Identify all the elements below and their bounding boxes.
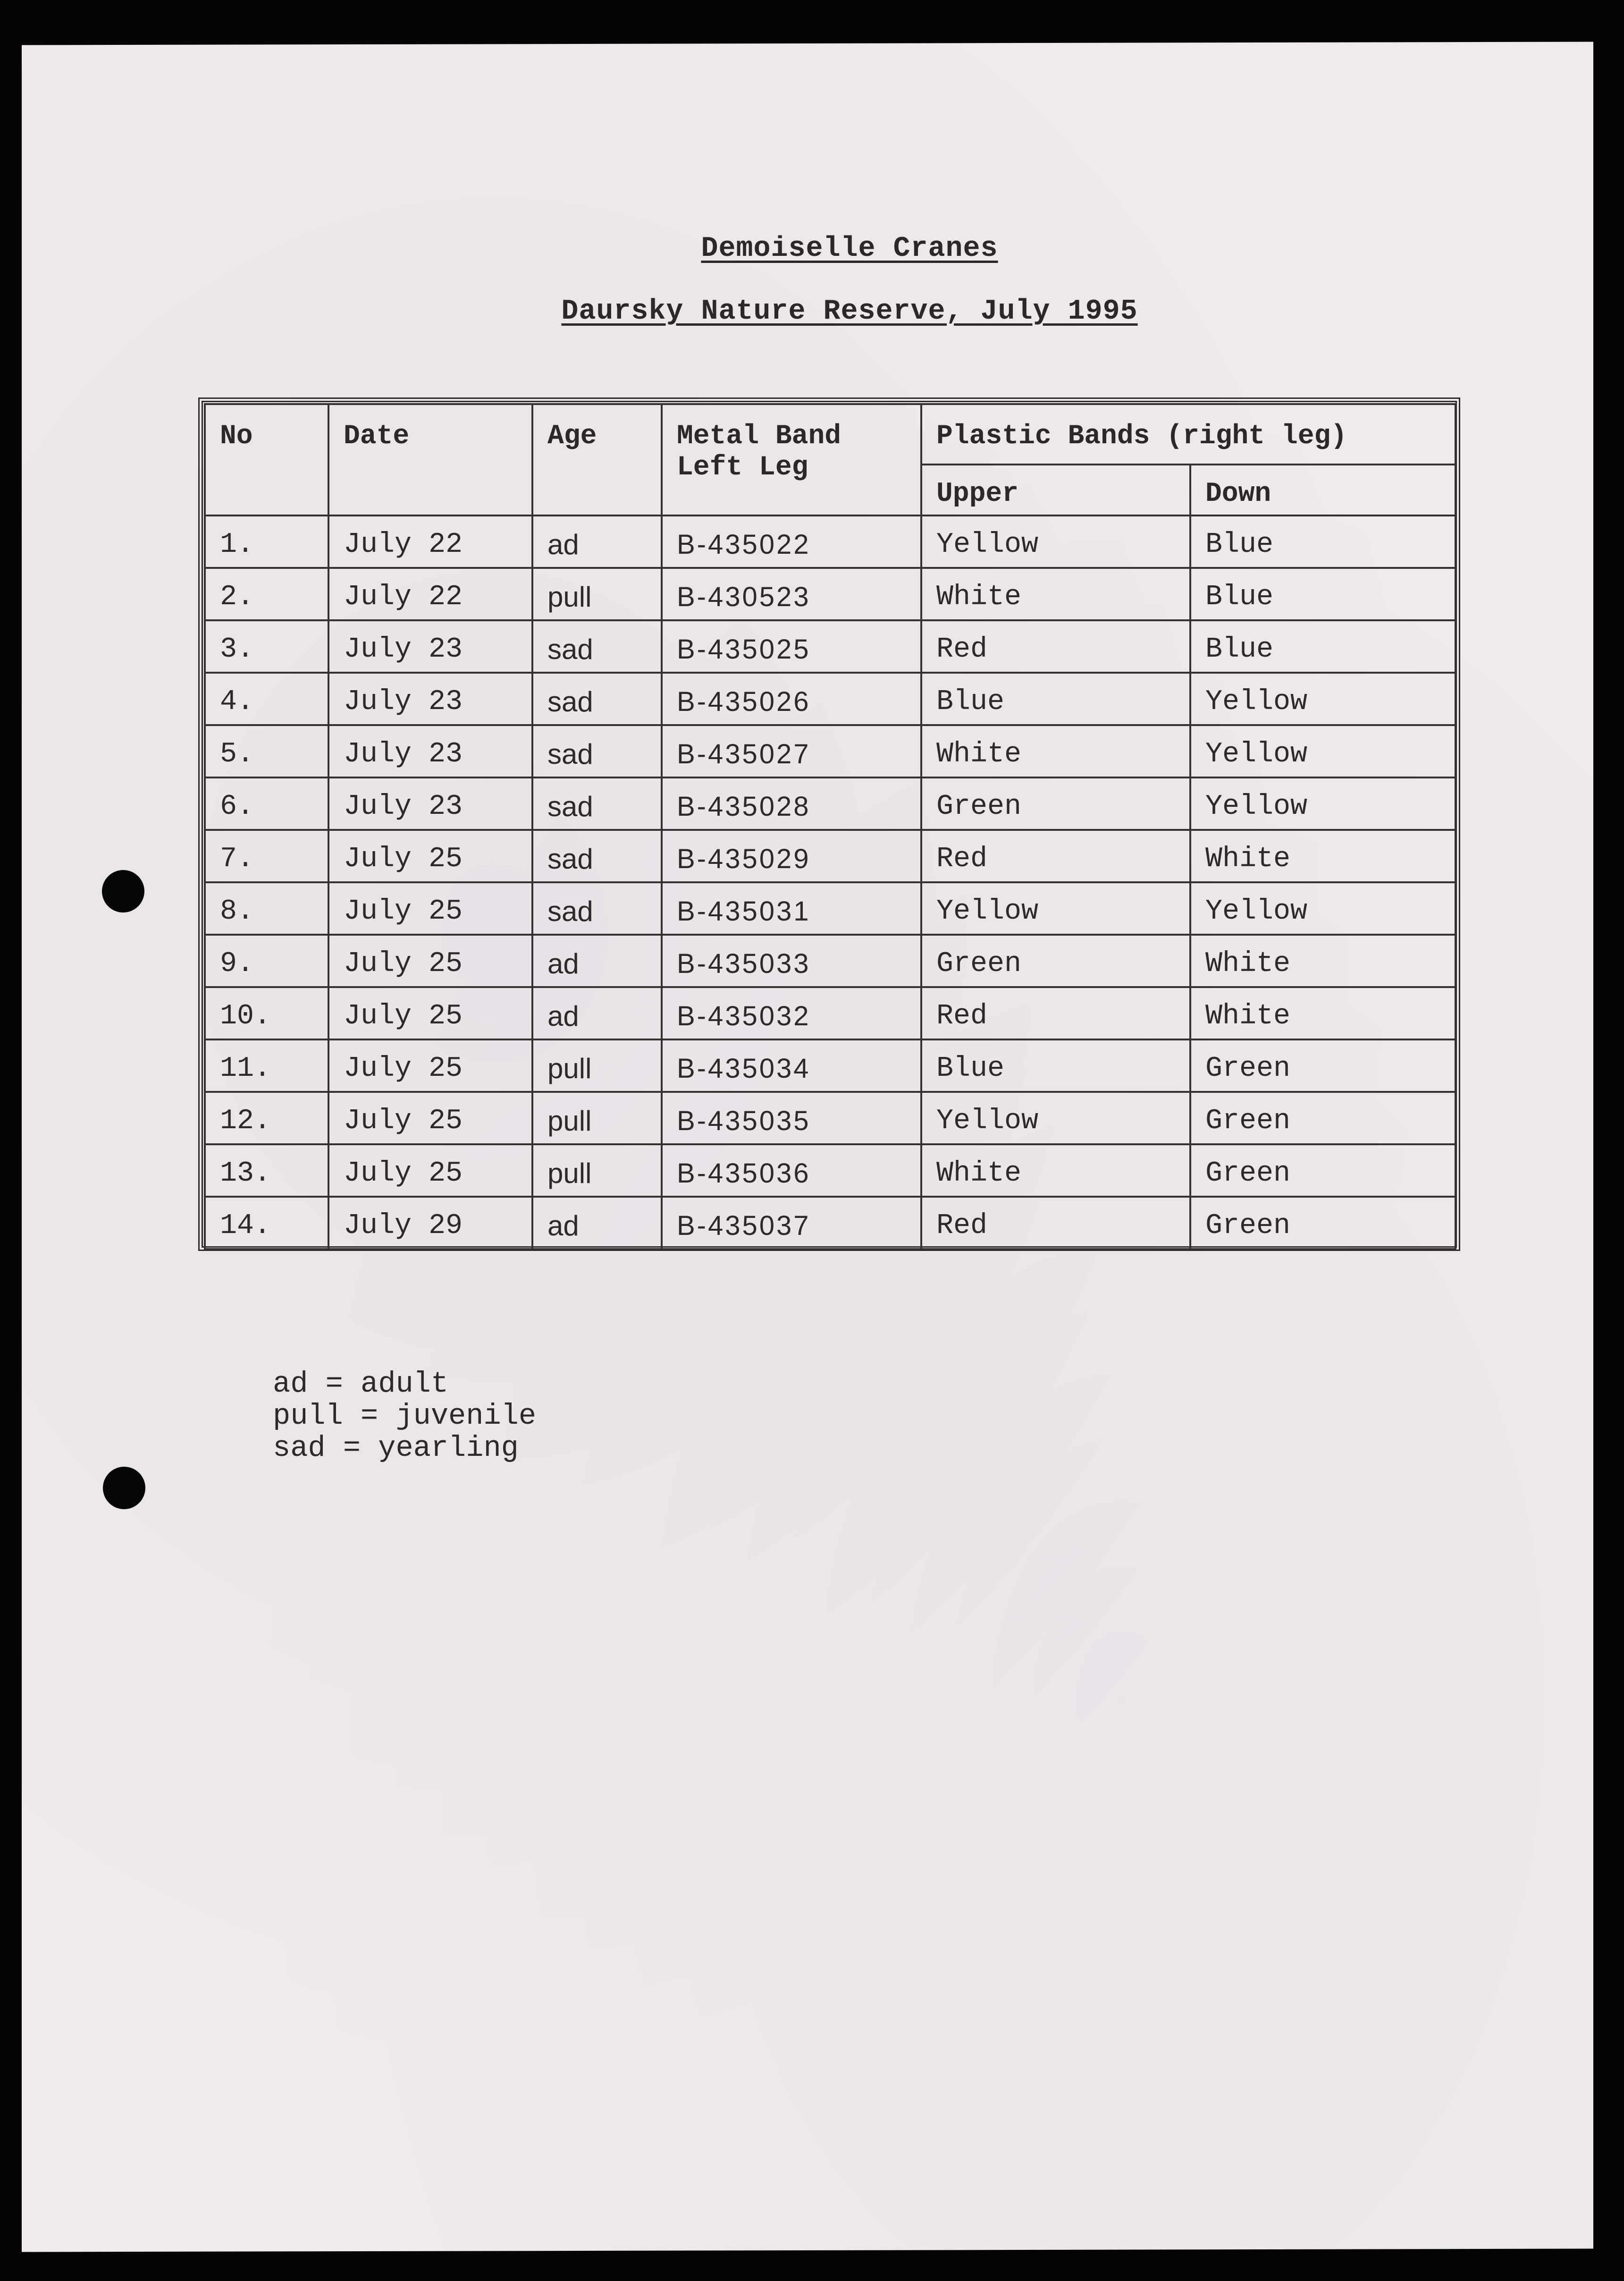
table-row <box>205 620 1456 673</box>
cell-age: pull <box>532 1039 662 1092</box>
cell-no: 12. <box>205 1092 328 1144</box>
cell-date: July 22 <box>328 515 532 568</box>
header-metal-band-line2: Left Leg <box>677 452 808 483</box>
cell-metal: B-435031 <box>662 882 921 935</box>
cell-age: ad <box>532 987 662 1039</box>
cell-upper: Red <box>921 620 1190 673</box>
header-metal-band <box>662 404 921 515</box>
table-row <box>205 935 1456 987</box>
cell-date: July 25 <box>328 987 532 1039</box>
document-subtitle: Daursky Nature Reserve, July 1995 <box>561 296 1138 328</box>
cell-age: sad <box>532 882 662 935</box>
punch-hole <box>103 1467 145 1509</box>
cell-upper: White <box>921 725 1190 777</box>
cell-upper: Red <box>921 830 1190 882</box>
cell-metal: B-435034 <box>662 1039 921 1092</box>
cell-no: 13. <box>205 1144 328 1197</box>
cell-upper: White <box>921 1144 1190 1197</box>
punch-hole <box>102 870 144 912</box>
cell-date: July 22 <box>328 568 532 620</box>
cell-down: Yellow <box>1190 777 1456 830</box>
cell-upper: Red <box>921 1197 1190 1249</box>
legend-line: sad = yearling <box>273 1431 519 1465</box>
cell-no: 14. <box>205 1197 328 1249</box>
cell-no: 11. <box>205 1039 328 1092</box>
table-row <box>205 777 1456 830</box>
cell-date: July 25 <box>328 1144 532 1197</box>
cell-no: 9. <box>205 935 328 987</box>
cell-no: 2. <box>205 568 328 620</box>
cell-down: White <box>1190 987 1456 1039</box>
cell-down: Yellow <box>1190 882 1456 935</box>
cell-date: July 25 <box>328 935 532 987</box>
cell-no: 3. <box>205 620 328 673</box>
cell-date: July 23 <box>328 725 532 777</box>
cell-age: sad <box>532 777 662 830</box>
cell-date: July 25 <box>328 1092 532 1144</box>
header-metal-band-line1: Metal Band <box>677 421 841 452</box>
cell-age: ad <box>532 515 662 568</box>
cell-down: Yellow <box>1190 673 1456 725</box>
cell-down: Green <box>1190 1039 1456 1092</box>
cell-upper: Blue <box>921 673 1190 725</box>
cell-metal: B-435032 <box>662 987 921 1039</box>
cell-no: 6. <box>205 777 328 830</box>
cell-age: ad <box>532 1197 662 1249</box>
cell-metal: B-435025 <box>662 620 921 673</box>
table-row <box>205 568 1456 620</box>
cell-down: White <box>1190 830 1456 882</box>
cell-no: 4. <box>205 673 328 725</box>
cell-upper: Yellow <box>921 1092 1190 1144</box>
cell-metal: B-435037 <box>662 1197 921 1249</box>
cell-age: pull <box>532 1144 662 1197</box>
cell-upper: White <box>921 568 1190 620</box>
table-row <box>205 987 1456 1039</box>
header-no: No <box>205 404 328 515</box>
table-row <box>205 830 1456 882</box>
table-row <box>205 1197 1456 1249</box>
cell-no: 1. <box>205 515 328 568</box>
legend-line: pull = juvenile <box>273 1399 537 1433</box>
cell-age: sad <box>532 830 662 882</box>
table-row <box>205 1144 1456 1197</box>
table-row <box>205 1039 1456 1092</box>
header-date: Date <box>328 404 532 515</box>
cell-age: sad <box>532 620 662 673</box>
cell-no: 8. <box>205 882 328 935</box>
cell-no: 10. <box>205 987 328 1039</box>
table-row <box>205 882 1456 935</box>
table-row <box>205 1092 1456 1144</box>
cell-down: White <box>1190 935 1456 987</box>
cell-upper: Blue <box>921 1039 1190 1092</box>
cell-date: July 29 <box>328 1197 532 1249</box>
cell-age: pull <box>532 568 662 620</box>
cell-metal: B-435035 <box>662 1092 921 1144</box>
cell-metal: B-435029 <box>662 830 921 882</box>
cell-metal: B-435033 <box>662 935 921 987</box>
cell-metal: B-435022 <box>662 515 921 568</box>
cell-down: Green <box>1190 1144 1456 1197</box>
cell-metal: B-435028 <box>662 777 921 830</box>
cell-no: 7. <box>205 830 328 882</box>
cell-down: Blue <box>1190 568 1456 620</box>
cell-down: Blue <box>1190 620 1456 673</box>
cell-upper: Yellow <box>921 515 1190 568</box>
cell-upper: Red <box>921 987 1190 1039</box>
header-plastic-bands: Plastic Bands (right leg) <box>921 404 1456 465</box>
header-down: Down <box>1190 465 1456 515</box>
cell-date: July 23 <box>328 620 532 673</box>
cell-down: Blue <box>1190 515 1456 568</box>
table-row <box>205 515 1456 568</box>
cell-date: July 23 <box>328 777 532 830</box>
cell-upper: Green <box>921 935 1190 987</box>
table-row <box>205 673 1456 725</box>
cell-date: July 25 <box>328 830 532 882</box>
header-upper: Upper <box>921 465 1190 515</box>
cell-down: Yellow <box>1190 725 1456 777</box>
cell-metal: B-435027 <box>662 725 921 777</box>
cell-metal: B-430523 <box>662 568 921 620</box>
cell-upper: Green <box>921 777 1190 830</box>
cell-age: pull <box>532 1092 662 1144</box>
cell-no: 5. <box>205 725 328 777</box>
cell-age: ad <box>532 935 662 987</box>
cell-metal: B-435026 <box>662 673 921 725</box>
cell-down: Green <box>1190 1197 1456 1249</box>
cell-down: Green <box>1190 1092 1456 1144</box>
cell-date: July 25 <box>328 882 532 935</box>
banding-table <box>204 403 1456 1250</box>
document-title: Demoiselle Cranes <box>701 233 998 265</box>
table-row <box>205 725 1456 777</box>
cell-date: July 23 <box>328 673 532 725</box>
cell-age: sad <box>532 673 662 725</box>
cell-date: July 25 <box>328 1039 532 1092</box>
legend-line: ad = adult <box>273 1367 449 1401</box>
cell-metal: B-435036 <box>662 1144 921 1197</box>
cell-age: sad <box>532 725 662 777</box>
cell-upper: Yellow <box>921 882 1190 935</box>
header-age: Age <box>532 404 662 515</box>
abbreviation-legend <box>273 1368 536 1464</box>
